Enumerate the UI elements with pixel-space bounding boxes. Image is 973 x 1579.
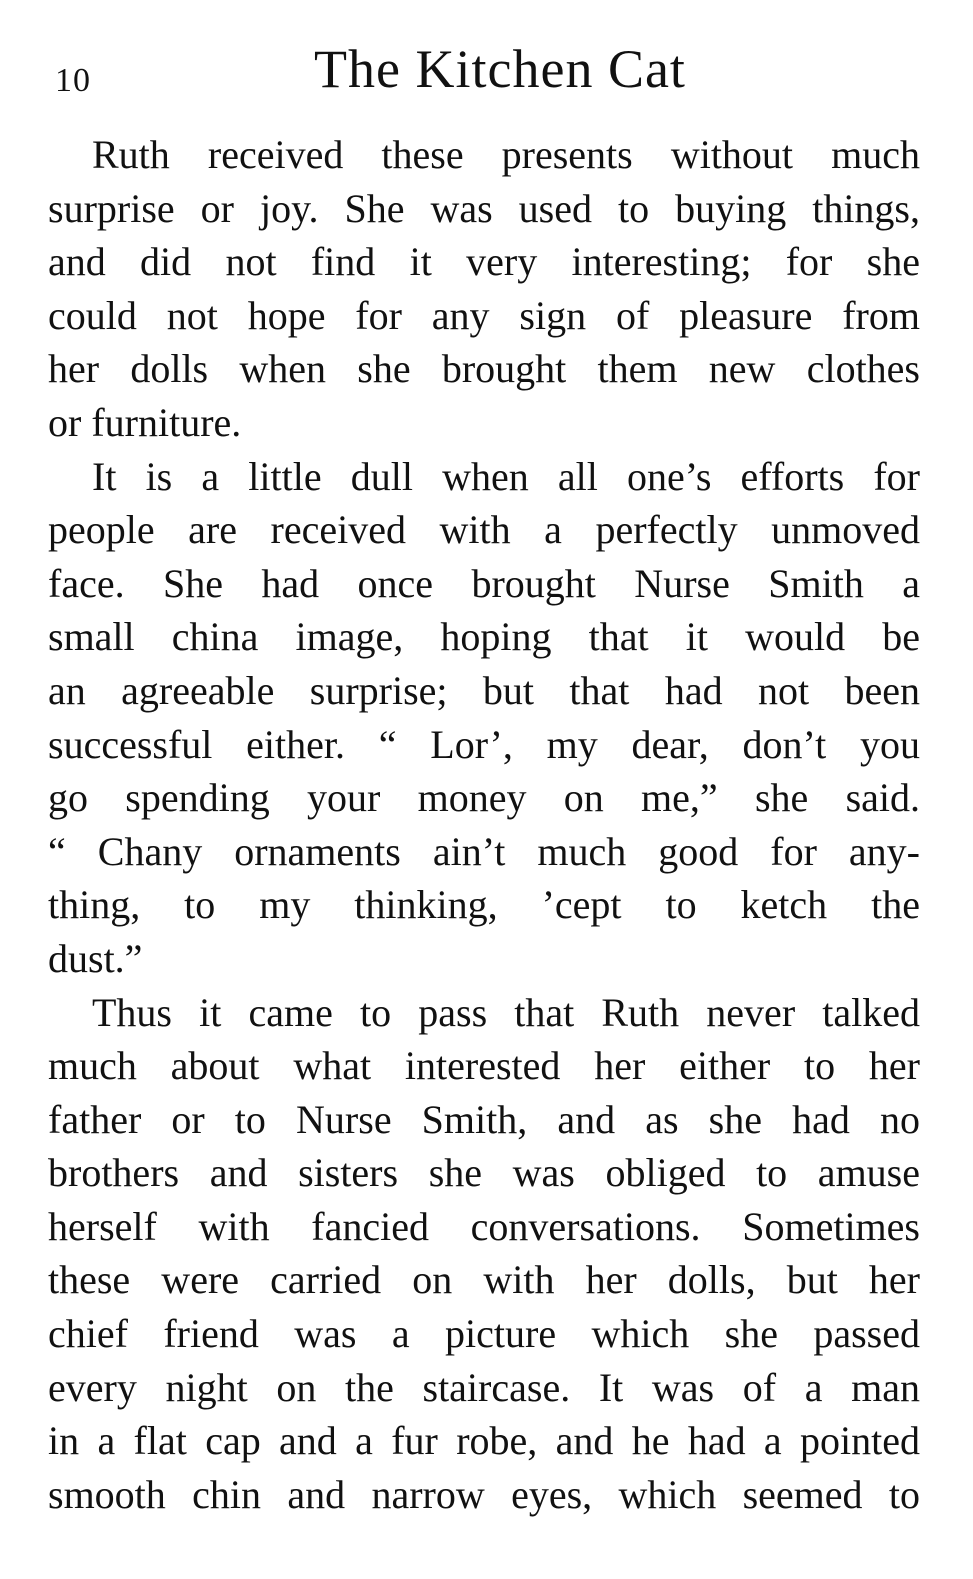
paragraph-2	[48, 450, 920, 986]
text-line: It is a little dull when all one’s efforts for	[92, 453, 920, 499]
text-line: thing, to my thinking, ’cept to ketch the	[48, 882, 920, 928]
text-line: face. She had once brought Nurse Smith a	[48, 560, 920, 606]
page-header	[40, 38, 920, 108]
text-line: brothers and sisters she was obliged to amuse	[48, 1150, 920, 1196]
text-line: surprise or joy. She was used to buying things,	[48, 185, 920, 231]
text-line: her dolls when she brought them new clothes	[48, 346, 920, 392]
paragraph-1	[48, 128, 920, 450]
text-line: smooth chin and narrow eyes, which seemed to	[48, 1471, 920, 1517]
text-line: go spending your money on me,” she said.	[48, 775, 920, 821]
text-line: small china image, hoping that it would be	[48, 614, 920, 660]
text-line: every night on the staircase. It was of a man	[48, 1364, 920, 1410]
text-line: Thus it came to pass that Ruth never talked	[92, 989, 920, 1035]
text-line: and did not find it very interesting; for she	[48, 239, 920, 285]
body-text	[48, 128, 920, 1521]
text-line: could not hope for any sign of pleasure from	[48, 292, 920, 338]
text-line: herself with fancied conversations. Sometimes	[48, 1203, 920, 1249]
text-line: successful either. “ Lor’, my dear, don’t you	[48, 721, 920, 767]
text-line: father or to Nurse Smith, and as she had no	[48, 1096, 920, 1142]
text-line: an agreeable surprise; but that had not been	[48, 667, 920, 713]
running-title: The Kitchen Cat	[314, 39, 686, 99]
text-line: “ Chany ornaments ain’t much good for any-	[48, 828, 920, 874]
text-line: these were carried on with her dolls, but her	[48, 1257, 920, 1303]
page-number: 10	[55, 62, 91, 99]
paragraph-3	[48, 986, 920, 1522]
text-line: in a flat cap and a fur robe, and he had a pointed	[48, 1418, 920, 1464]
text-line: much about what interested her either to her	[48, 1043, 920, 1089]
text-line: Ruth received these presents without much	[92, 132, 920, 177]
text-line: dust.”	[48, 935, 143, 981]
text-line: people are received with a perfectly unmoved	[48, 507, 920, 553]
text-line: or furniture.	[48, 399, 242, 445]
text-line: chief friend was a picture which she passed	[48, 1311, 920, 1357]
